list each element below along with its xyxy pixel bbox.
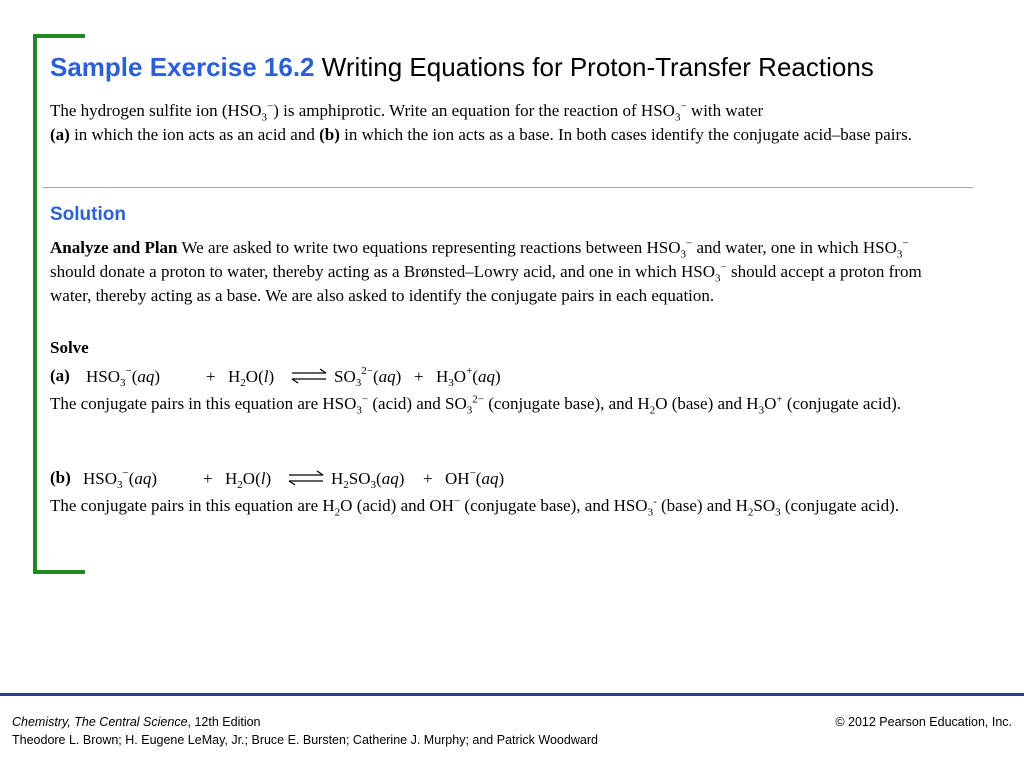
svg-text:HSO3−(aq): $HSO_3^-(aq)$ [82, 467, 157, 491]
svg-text:H3O+(aq): $H_3O^+(aq)$ [435, 365, 501, 389]
footer-copyright: © 2012 Pearson Education, Inc. [835, 715, 1012, 729]
footer-authors: Theodore L. Brown; H. Eugene LeMay, Jr.; Bruce E. Bursten; Catherine J. Murphy; and Patrick Woodward [12, 733, 598, 747]
slide-title [50, 52, 874, 83]
svg-text:+: + [422, 469, 433, 488]
footer-book: Chemistry, The Central Science, 12th Edition [12, 715, 261, 729]
solve-label: Solve [50, 338, 89, 357]
equation-b [83, 464, 523, 492]
footer-rule [0, 693, 1024, 696]
bracket-top-cap [33, 34, 85, 38]
analyze-and-plan: Analyze and Plan We are asked to write two equations representing reactions between $HSO_3^-$ and water, one in which $HSO_3^-$ should donate a proton to water, thereby acting as a Brønsted–Lowry acid, and one in which $HSO_3^-$ should accept a proton from water, thereby acting as a base. We are also asked to identify the conjugate pairs in each equation. [50, 237, 922, 305]
svg-text:H2SO3(aq): $H_2SO_3(aq)$ [330, 469, 405, 491]
conjugate-pairs-a: The conjugate pairs in this equation are $HSO_3^-$ (acid) and $SO_3^{2-}$ (conjugate base), and $H_2O$ (base) and $H_3O^+$ (conjugate acid). [50, 393, 902, 417]
equilibrium-arrow-b [289, 471, 323, 485]
part-a-label: (a) [50, 366, 70, 385]
equation-a-row [50, 362, 522, 390]
exercise-number: Sample Exercise 16.2 [50, 52, 315, 82]
svg-text:+: + [202, 469, 213, 488]
equilibrium-arrow-a [292, 369, 326, 383]
equation-b-row [50, 464, 523, 492]
left-bracket-bar [33, 34, 37, 574]
exercise-title: Writing Equations for Proton-Transfer Reactions [321, 52, 874, 82]
part-b-label: (b) [50, 468, 71, 487]
svg-text:H2O(l): $H_2O(l)$ [227, 367, 274, 389]
solution-heading: Solution [50, 204, 126, 225]
svg-text:H2O(l): $H_2O(l)$ [224, 469, 271, 491]
problem-statement: The hydrogen sulfite ion $(HSO_3^-)$ is amphiprotic. Write an equation for the reaction of $HSO_3^-$ with water (a) in which the ion acts as an acid and (b) in which the ion acts as a base. In both cases identify the conjugate acid–base pairs. [50, 100, 913, 144]
equation-a [82, 362, 522, 390]
svg-text:OH−(aq): OH−(aq) [444, 467, 504, 488]
svg-text:+: + [205, 367, 216, 386]
conjugate-pairs-b: The conjugate pairs in this equation are $H_2O$ (acid) and OH− (conjugate base), and $HSO_3^-$ (base) and $H_2SO_3$ (conjugate acid). [50, 495, 900, 519]
svg-text:+: + [413, 367, 424, 386]
svg-text:HSO3−(aq): $HSO_3^-(aq)$ [85, 365, 160, 389]
bracket-bottom-cap [33, 570, 85, 574]
section-divider [43, 187, 973, 188]
svg-text:SO32−(aq): $SO_3^{2-}(aq)$ [333, 365, 402, 389]
